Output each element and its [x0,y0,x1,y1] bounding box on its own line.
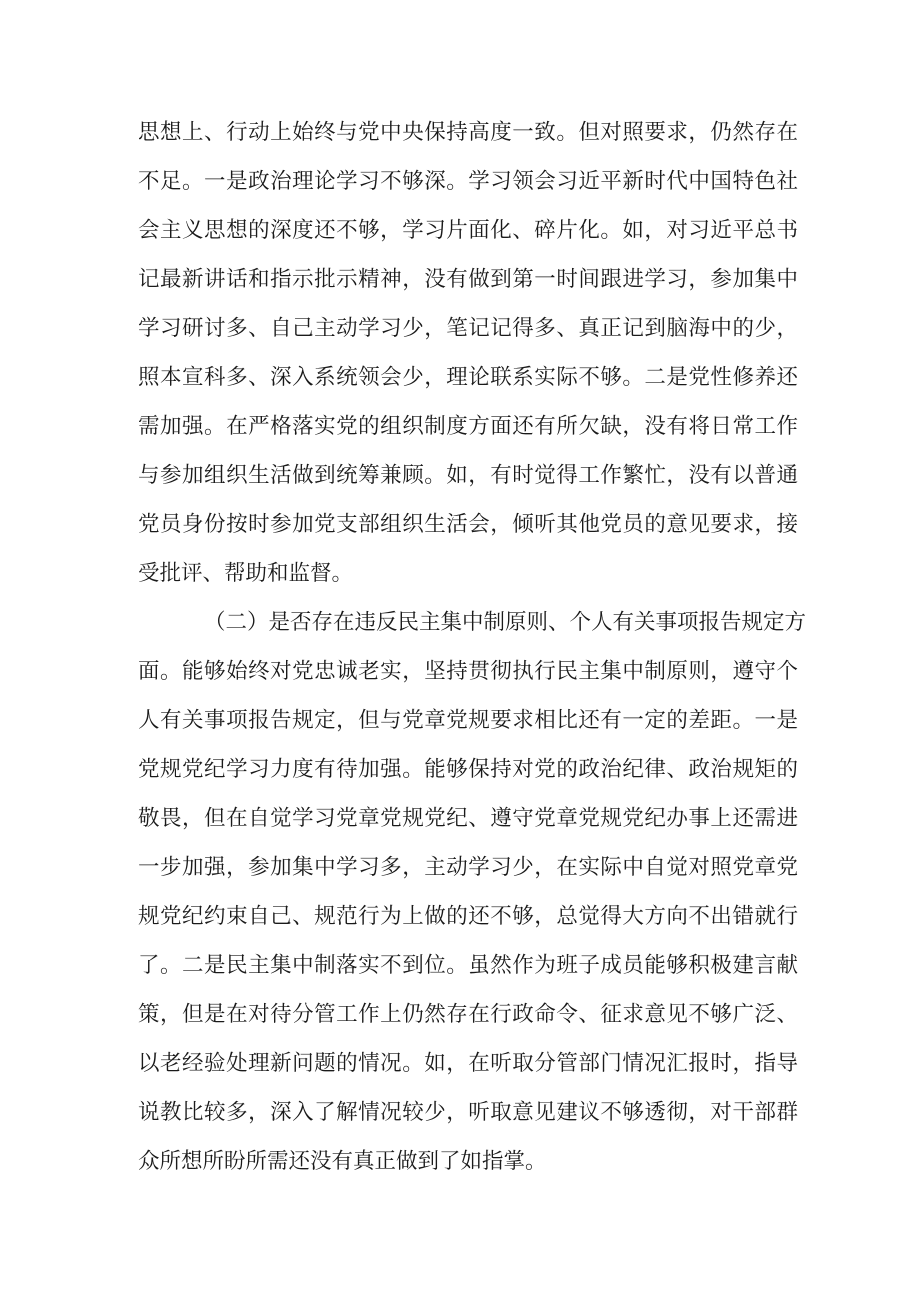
text-line: 众所想所盼所需还没有真正做到了如指掌。 [138,1149,547,1174]
text-line: 与参加组织生活做到统筹兼顾。如，有时觉得工作繁忙，没有以普通 [138,463,798,488]
text-line: 了。二是民主集中制落实不到位。虽然作为班子成员能够积极建言献 [138,953,798,978]
text-line: 规党纪约束自己、规范行为上做的还不够，总觉得大方向不出错就行 [138,904,798,929]
text-line: 学习研讨多、自己主动学习少，笔记记得多、真正记到脑海中的少， [138,316,798,341]
text-line: 不足。一是政治理论学习不够深。学习领会习近平新时代中国特色社 [138,169,798,194]
text-line: 面。能够始终对党忠诚老实，坚持贯彻执行民主集中制原则，遵守个 [138,659,798,684]
text-line: 会主义思想的深度还不够，学习片面化、碎片化。如，对习近平总书 [138,218,798,243]
text-line: 受批评、帮助和监督。 [138,561,354,586]
text-line: 以老经验处理新问题的情况。如，在听取分管部门情况汇报时，指导 [138,1051,798,1076]
text-line: 说教比较多，深入了解情况较少，听取意见建议不够透彻，对干部群 [138,1100,798,1125]
text-line: 需加强。在严格落实党的组织制度方面还有所欠缺，没有将日常工作 [138,414,798,439]
text-line: 党规党纪学习力度有待加强。能够保持对党的政治纪律、政治规矩的 [138,757,798,782]
text-line: 党员身份按时参加党支部组织生活会，倾听其他党员的意见要求，接 [138,512,798,537]
text-line: 一步加强，参加集中学习多，主动学习少，在实际中自觉对照党章党 [138,855,798,880]
text-line: 思想上、行动上始终与党中央保持高度一致。但对照要求，仍然存在 [138,120,798,145]
section-heading-line: （二）是否存在违反民主集中制原则、个人有关事项报告规定方 [204,610,807,635]
text-line: 人有关事项报告规定，但与党章党规要求相比还有一定的差距。一是 [138,708,798,733]
text-line: 记最新讲话和指示批示精神，没有做到第一时间跟进学习，参加集中 [138,267,798,292]
text-line: 照本宣科多、深入系统领会少，理论联系实际不够。二是党性修养还 [138,365,798,390]
text-line: 策，但是在对待分管工作上仍然存在行政命令、征求意见不够广泛、 [138,1002,798,1027]
text-line: 敬畏，但在自觉学习党章党规党纪、遵守党章党规党纪办事上还需进 [138,806,798,831]
